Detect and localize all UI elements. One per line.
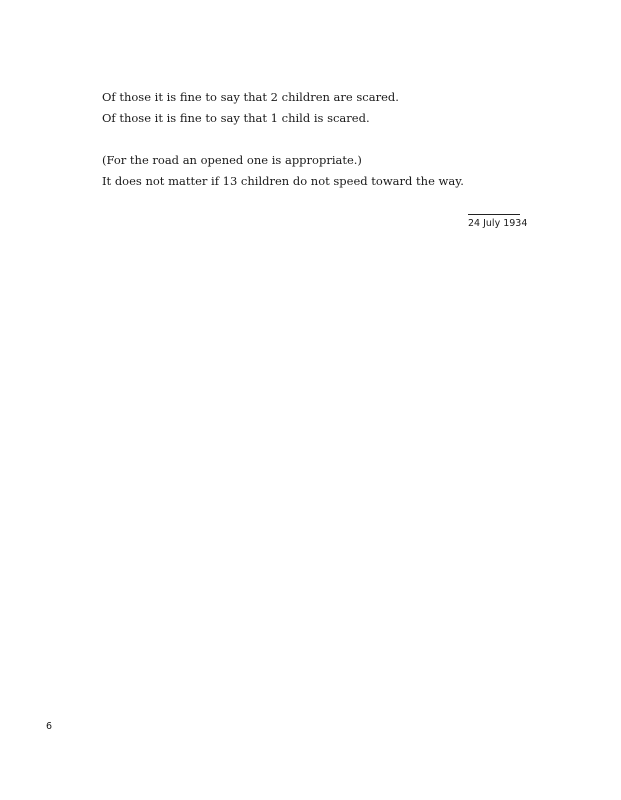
text-line-2: Of those it is fine to say that 1 child is scared. xyxy=(102,111,370,125)
text-line-4: It does not matter if 13 children do not speed toward the way. xyxy=(102,174,464,188)
date-divider xyxy=(468,214,520,215)
text-line-1: Of those it is fine to say that 2 children are scared. xyxy=(102,90,399,104)
text-line-3: (For the road an opened one is appropriate.) xyxy=(102,153,362,167)
page-number: 6 xyxy=(46,721,53,732)
date-stamp: 24 July 1934 xyxy=(468,218,528,229)
